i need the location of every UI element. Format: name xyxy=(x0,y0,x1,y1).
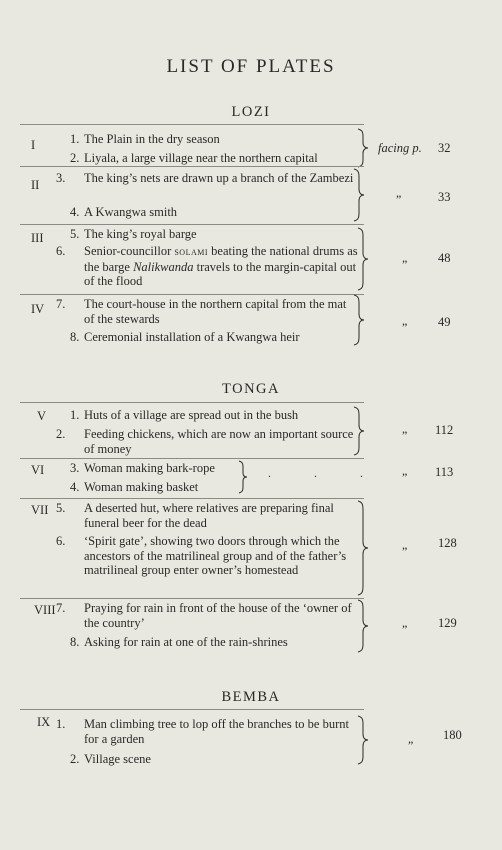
item-text: Ceremonial installation of a Kwangwa heir xyxy=(84,330,300,344)
item-number: 3. xyxy=(56,171,66,185)
item-number: 2. xyxy=(70,752,80,766)
facing-page-label: facing p. xyxy=(378,141,422,155)
item-number: 3. xyxy=(70,461,80,475)
item-text: ‘Spirit gate’, showing two doors through which the ancestors of the matrilineal group and of the father’s matrilineal group enter owner’s homestead xyxy=(84,534,347,577)
plate-roman-numeral: I xyxy=(31,138,36,152)
item-number: 8. xyxy=(70,330,80,344)
brace-icon xyxy=(356,500,370,596)
item-text: Liyala, a large village near the northern capital xyxy=(84,151,318,165)
divider xyxy=(20,709,364,710)
section-title-tonga: TONGA xyxy=(222,381,280,397)
page-number: 129 xyxy=(438,616,457,630)
page-title: LIST OF PLATES xyxy=(166,56,336,77)
leader-dots: . . . xyxy=(268,466,383,480)
ditto-mark: ” xyxy=(402,428,408,442)
brace-icon xyxy=(356,599,370,653)
divider xyxy=(20,458,364,459)
item-text: Asking for rain at one of the rain-shrines xyxy=(84,635,288,649)
item-text: The king’s royal barge xyxy=(84,227,197,241)
plate-item xyxy=(70,635,360,650)
item-number: 7. xyxy=(56,297,66,311)
item-number: 4. xyxy=(70,205,80,219)
page-number: 113 xyxy=(435,465,454,479)
item-text-part: beating the national drums as the barge xyxy=(84,244,358,274)
plate-item xyxy=(70,330,360,345)
ditto-mark: ” xyxy=(402,544,408,558)
divider xyxy=(20,224,364,225)
ditto-mark: ” xyxy=(402,257,408,271)
plate-item xyxy=(56,501,358,530)
item-number: 2. xyxy=(56,427,66,441)
ditto-mark: ” xyxy=(396,192,402,206)
item-number: 7. xyxy=(56,601,66,615)
item-text-part: travels to the margin-capital out of the flood xyxy=(84,259,357,288)
item-text: The court-house in the northern capital from the mat of the stewards xyxy=(84,297,347,326)
ditto-mark: ” xyxy=(408,738,414,752)
plate-roman-numeral: VIII xyxy=(34,603,56,617)
brace-icon xyxy=(352,294,366,346)
plate-item xyxy=(70,752,360,767)
item-number: 1. xyxy=(56,717,66,731)
item-text-part: Senior-councillor xyxy=(84,244,175,258)
page-number: 49 xyxy=(438,315,451,329)
item-text: The king’s nets are drawn up a branch of the Zambezi xyxy=(84,171,354,185)
ditto-mark: ” xyxy=(402,320,408,334)
plate-item xyxy=(70,205,360,220)
plate-item xyxy=(70,132,360,147)
plate-roman-numeral: IX xyxy=(37,715,51,729)
item-number: 5. xyxy=(56,501,66,515)
page-number: 112 xyxy=(435,423,454,437)
item-text: Praying for rain in front of the house of the ‘owner of the country’ xyxy=(84,601,352,630)
brace-icon xyxy=(237,460,249,494)
ditto-mark: ” xyxy=(402,470,408,484)
item-text: Woman making bark-rope xyxy=(84,461,215,475)
plate-roman-numeral: VII xyxy=(31,503,49,517)
item-number: 5. xyxy=(70,227,80,241)
item-number: 6. xyxy=(56,244,66,258)
page-number: 48 xyxy=(438,251,451,265)
plate-item xyxy=(56,244,358,289)
divider xyxy=(20,166,364,167)
plate-roman-numeral: V xyxy=(37,409,47,423)
plate-roman-numeral: II xyxy=(31,178,40,192)
section-title-bemba: BEMBA xyxy=(221,689,281,705)
item-number: 6. xyxy=(56,534,66,548)
plate-roman-numeral: IV xyxy=(31,302,45,316)
ditto-mark: ” xyxy=(402,622,408,636)
brace-icon xyxy=(352,406,366,456)
plate-item xyxy=(56,601,358,630)
plate-item xyxy=(70,408,360,423)
brace-icon xyxy=(356,227,370,291)
item-text-smallcaps: solami xyxy=(174,246,209,258)
plate-item xyxy=(70,480,360,495)
plate-item xyxy=(70,151,370,166)
item-text: Huts of a village are spread out in the bush xyxy=(84,408,299,422)
plate-roman-numeral: III xyxy=(31,231,44,245)
item-text: Man climbing tree to lop off the branches to be burnt for a garden xyxy=(84,717,349,746)
divider xyxy=(20,294,364,295)
item-number: 2. xyxy=(70,151,80,165)
divider xyxy=(20,402,364,403)
brace-icon xyxy=(356,715,370,765)
item-text: Feeding chickens, which are now an important source of money xyxy=(84,427,354,456)
page-number: 32 xyxy=(438,141,451,155)
brace-icon xyxy=(352,168,366,222)
divider xyxy=(20,124,364,125)
page-number: 128 xyxy=(438,536,457,550)
divider xyxy=(20,598,364,599)
page-number: 180 xyxy=(443,728,462,742)
item-text: A Kwangwa smith xyxy=(84,205,178,219)
item-text-italic: Nalikwanda xyxy=(133,259,194,274)
item-number: 1. xyxy=(70,132,80,146)
divider xyxy=(20,498,364,499)
item-number: 4. xyxy=(70,480,80,494)
plate-item xyxy=(56,427,358,456)
item-text: Village scene xyxy=(84,752,151,766)
plate-item xyxy=(70,227,360,242)
item-number: 1. xyxy=(70,408,80,422)
brace-icon xyxy=(356,128,370,168)
section-title-lozi: LOZI xyxy=(231,104,271,120)
plate-item xyxy=(56,534,358,578)
page-number: 33 xyxy=(438,190,451,204)
item-number: 8. xyxy=(70,635,80,649)
plate-item xyxy=(56,717,358,746)
item-text: Woman making basket xyxy=(84,480,199,494)
item-text: The Plain in the dry season xyxy=(84,132,220,146)
item-text: A deserted hut, where relatives are preparing final funeral beer for the dead xyxy=(84,501,334,530)
plate-item xyxy=(56,171,358,186)
plate-item xyxy=(56,297,358,326)
plate-roman-numeral: VI xyxy=(31,463,45,477)
